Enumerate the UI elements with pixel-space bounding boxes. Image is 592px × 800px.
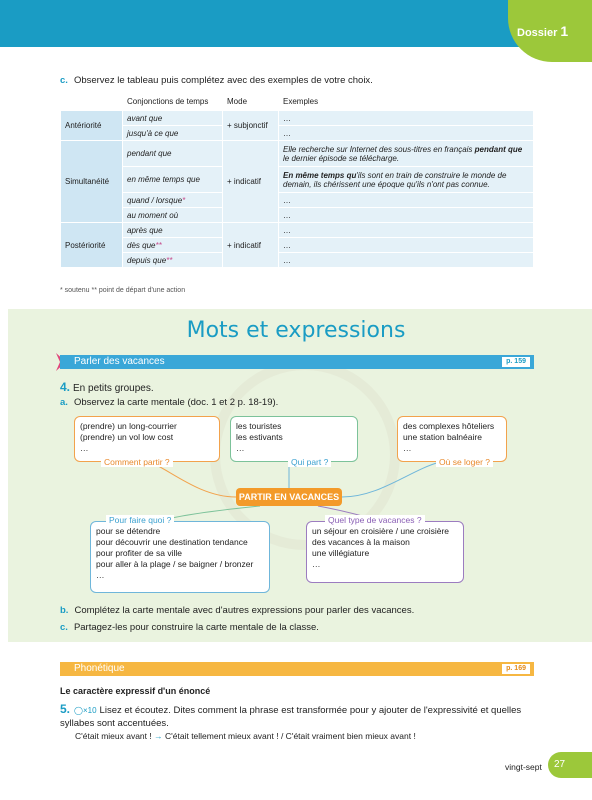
conjunction-text: depuis que	[127, 255, 167, 265]
mode-cell: + indicatif	[223, 223, 279, 268]
conjunction-text: quand / lorsque	[127, 195, 183, 205]
mindmap-box-pourquoi	[90, 521, 270, 593]
footnote-mark: **	[155, 240, 162, 250]
page-reference[interactable]: p. 159	[502, 357, 530, 367]
mindmap-item: …	[403, 443, 412, 453]
example-text: Elle recherche sur Internet des sous-titres en français	[283, 144, 475, 154]
mindmap-label-type: Quel type de vacances ?	[325, 515, 425, 525]
dossier-text: Dossier	[517, 27, 558, 39]
mindmap-label-pourquoi: Pour faire quoi ?	[106, 515, 174, 525]
mindmap-item: pour découvrir une destination tendance	[96, 537, 248, 547]
headphones-icon[interactable]: ◯×10	[74, 706, 97, 715]
conjunction-cell: jusqu'à ce que	[123, 126, 223, 141]
question-text: Lisez et écoutez. Dites comment la phrase est transformée pour y ajouter de l'expressivité et quelles syllabes sont accentuées.	[60, 705, 522, 729]
mindmap-item: une villégiature	[312, 548, 370, 558]
question-text: Partagez-les pour construire la carte mentale de la classe.	[73, 622, 319, 633]
table-header: Mode	[223, 93, 279, 111]
exercise-letter: c.	[60, 75, 68, 86]
question-letter: c.	[60, 622, 68, 633]
question-letter: a.	[60, 397, 68, 408]
example-cell: …	[279, 111, 534, 126]
mindmap-label-ou: Où se loger ?	[436, 457, 493, 467]
footnote-mark: *	[182, 195, 186, 205]
mode-cell: + subjonctif	[223, 111, 279, 141]
conjunction-cell: après que	[123, 223, 223, 238]
mindmap-box-ou	[397, 416, 507, 462]
example-cell: …	[279, 223, 534, 238]
mindmap-item: une station balnéaire	[403, 432, 482, 442]
question-4b	[60, 605, 414, 616]
mindmap-item: (prendre) un vol low cost	[80, 432, 174, 442]
question-number: 5.	[60, 702, 71, 716]
example-cell: …	[279, 193, 534, 208]
question-letter: b.	[60, 605, 69, 616]
question-5	[60, 703, 530, 730]
footnote-mark: **	[166, 255, 173, 265]
question-5-example	[75, 731, 416, 741]
mindmap-box-comment	[74, 416, 220, 462]
mindmap-center: PARTIR EN VACANCES	[236, 488, 342, 506]
example-cell: …	[279, 253, 534, 268]
mindmap-item: (prendre) un long-courrier	[80, 421, 177, 431]
mindmap-box-type	[306, 521, 464, 583]
example-sentence: C'était mieux avant !	[75, 731, 152, 741]
example-cell: …	[279, 208, 534, 223]
example-sentence: C'était tellement mieux avant ! / C'était vraiment bien mieux avant !	[165, 731, 416, 741]
question-4c	[60, 622, 319, 633]
mode-cell: + indicatif	[223, 141, 279, 223]
mindmap-item: pour aller à la plage / se baigner / bronzer	[96, 559, 254, 569]
mindmap-item: les touristes	[236, 421, 282, 431]
group-label: Postériorité	[61, 223, 123, 268]
mindmap-item: des complexes hôteliers	[403, 421, 495, 431]
mindmap-item: pour profiter de sa ville	[96, 548, 182, 558]
arrow-right-icon: →	[154, 731, 163, 741]
example-cell: …	[279, 126, 534, 141]
mindmap-item: …	[96, 570, 105, 580]
mindmap-item: un séjour en croisière / une croisière	[312, 526, 450, 536]
mindmap-item: les estivants	[236, 432, 283, 442]
example-text: 'ils sont en train de construire le monde de demain, ils chérissent une époque qu'ils n'ont pas connue.	[283, 170, 507, 189]
subsection-title: Parler des vacances	[74, 356, 165, 367]
table-header: Conjonctions de temps	[123, 93, 223, 111]
group-label: Antériorité	[61, 111, 123, 141]
dossier-number: 1	[560, 23, 569, 39]
page-number-badge: 27	[548, 752, 592, 778]
example-text: le dernier épisode se télécharge.	[283, 153, 400, 163]
conjunction-cell: avant que	[123, 111, 223, 126]
phonetique-bar	[60, 662, 534, 676]
page-reference[interactable]: p. 169	[502, 664, 530, 674]
conjunction-cell: pendant que	[123, 141, 223, 167]
example-bold: En même temps qu	[283, 170, 357, 180]
exercise-text: Observez le tableau puis complétez avec des exemples de votre choix.	[73, 75, 373, 86]
page-word: vingt-sept	[505, 762, 542, 772]
conjunction-text: dès que	[127, 240, 156, 250]
section-title: Mots et expressions	[186, 318, 406, 343]
mindmap-label-comment: Comment partir ?	[101, 457, 173, 467]
mindmap-item: des vacances à la maison	[312, 537, 410, 547]
mindmap-item: …	[312, 559, 321, 569]
question-text: Observez la carte mentale (doc. 1 et 2 p. 18-19).	[73, 397, 279, 408]
group-label: Simultanéité	[61, 141, 123, 223]
mindmap-label-qui: Qui part ?	[288, 457, 331, 467]
question-number: 4.	[60, 380, 71, 394]
example-cell: …	[279, 238, 534, 253]
table-header: Exemples	[279, 93, 534, 111]
mindmap-item: …	[80, 443, 89, 453]
question-text: Complétez la carte mentale avec d'autres expressions pour parler des vacances.	[74, 605, 415, 616]
conjunction-cell: en même temps que	[123, 167, 223, 193]
conjunction-cell: au moment où	[123, 208, 223, 223]
mindmap-item: …	[236, 443, 245, 453]
phonetique-title: Phonétique	[74, 663, 125, 674]
phonetique-subtitle: Le caractère expressif d'un énoncé	[60, 686, 211, 696]
mindmap-item: pour se détendre	[96, 526, 161, 536]
table-footnote: * soutenu ** point de départ d'une action	[60, 287, 186, 294]
example-bold: pendant que	[474, 144, 523, 154]
question-text: En petits groupes.	[73, 383, 154, 394]
mindmap-box-qui	[230, 416, 358, 462]
